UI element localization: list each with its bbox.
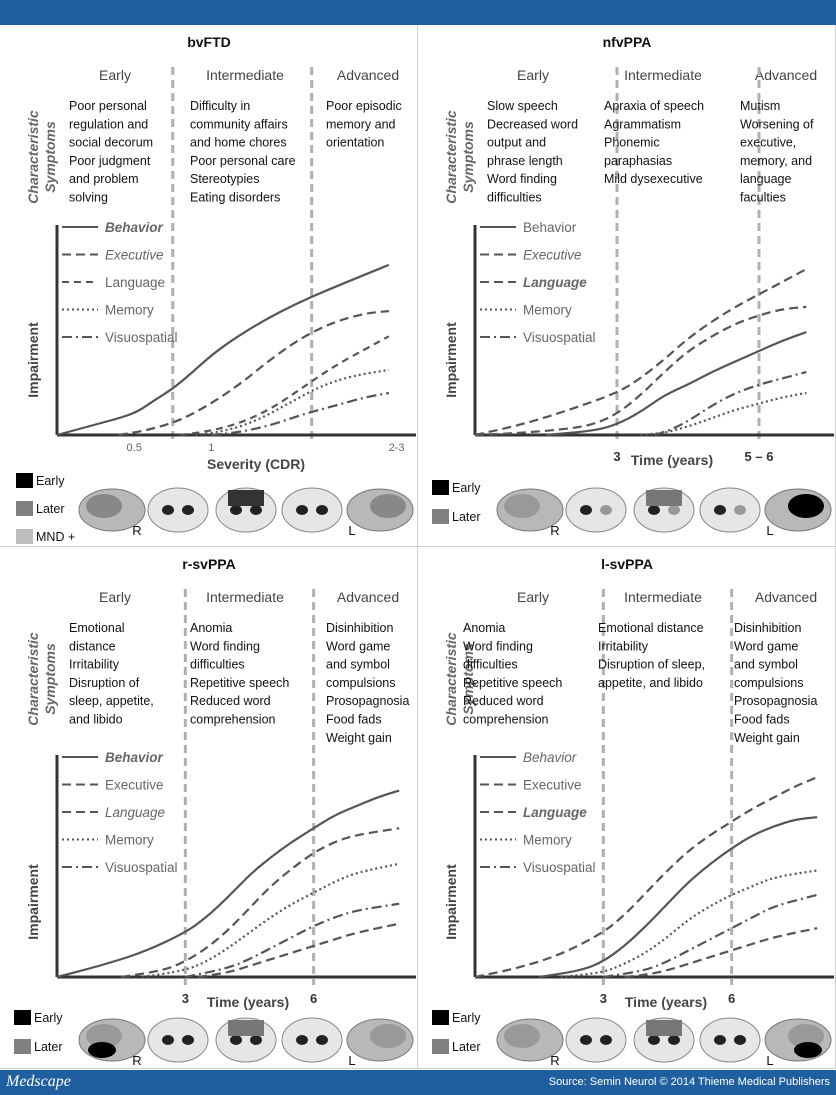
symptom-text: social decorum <box>69 135 154 150</box>
brain-slice-region <box>316 1035 328 1045</box>
panel-title: l-svPPA <box>601 556 653 572</box>
brain-legend-swatch <box>432 509 449 524</box>
symptom-text: paraphasias <box>604 153 673 168</box>
legend-label: Language <box>523 805 587 820</box>
symptom-text: and problem <box>69 172 139 187</box>
brain-slice-region <box>162 1035 174 1045</box>
symptom-text: Disinhibition <box>326 621 394 635</box>
symptom-text: Word finding <box>487 172 557 187</box>
brain-slice <box>282 488 342 532</box>
symptom-text: community affairs <box>190 117 288 132</box>
stage-label: Intermediate <box>206 589 284 605</box>
row-label-line: Symptoms <box>460 121 476 193</box>
brain-slice <box>700 488 760 532</box>
brain-image <box>765 1019 831 1061</box>
symptom-text: Phonemic <box>604 135 660 150</box>
brain-legend-swatch <box>16 529 33 544</box>
hemisphere-right-label: R <box>550 523 560 538</box>
brain-slice <box>148 488 208 532</box>
brain-legend-label: MND + <box>36 530 76 544</box>
symptom-text: Stereotypies <box>190 172 260 187</box>
brain-region <box>504 1024 540 1048</box>
symptom-text: Decreased word <box>487 117 579 132</box>
symptom-text: Eating disorders <box>190 190 281 205</box>
brain-region <box>370 494 406 518</box>
series-line-language <box>121 828 399 977</box>
symptom-text: Repetitive speech <box>463 675 563 690</box>
brain-slice <box>700 1018 760 1062</box>
stage-label: Advanced <box>754 67 818 83</box>
symptom-text: Emotional <box>69 621 125 635</box>
brain-image <box>216 488 276 532</box>
brain-slice-region <box>580 1035 592 1045</box>
brain-image <box>148 1018 208 1062</box>
brain-image <box>765 489 831 531</box>
x-axis-label: Time (years) <box>630 452 714 468</box>
brain-image <box>282 488 342 532</box>
symptom-text: Word game <box>326 639 391 654</box>
brain-image <box>634 488 694 532</box>
symptom-text: Emotional distance <box>598 621 704 635</box>
brain-slice-region <box>250 1035 262 1045</box>
hemisphere-right-label: R <box>132 523 142 538</box>
header-bar <box>0 0 836 25</box>
brain-legend-swatch <box>16 501 33 516</box>
panel-l-svppa <box>418 547 836 1069</box>
symptom-text: sleep, appetite, <box>69 694 154 709</box>
brain-image <box>216 1018 276 1062</box>
brain-slice-region <box>714 505 726 515</box>
brain-slice-region <box>296 1035 308 1045</box>
stage-label: Intermediate <box>624 589 702 605</box>
brain-legend-label: Early <box>452 481 481 495</box>
brain-slice <box>566 488 626 532</box>
legend-label: Executive <box>105 247 164 263</box>
brain-early-region <box>794 1042 822 1058</box>
symptom-text: Weight gain <box>734 730 800 745</box>
brain-region <box>370 1024 406 1048</box>
stage-label: Advanced <box>336 67 400 83</box>
x-tick-label: 6 <box>728 991 736 1006</box>
brain-slice-region <box>316 505 328 515</box>
legend-label: Behavior <box>523 220 577 235</box>
symptom-text: Poor episodic <box>326 99 402 113</box>
footer-bar <box>0 1070 836 1095</box>
x-axis-label: Time (years) <box>206 994 290 1010</box>
x-tick-label: 3 <box>181 991 189 1006</box>
series-line-memory <box>196 370 389 435</box>
symptom-text: difficulties <box>190 657 245 672</box>
series-line-executive <box>198 924 399 977</box>
series-line-visuospatial <box>211 393 389 435</box>
symptom-text: compulsions <box>326 675 396 690</box>
panel-title: r-svPPA <box>182 556 236 572</box>
brain-slice-region <box>230 1035 242 1045</box>
ylabel: Impairment <box>443 864 459 940</box>
symptom-text: Difficulty in <box>190 99 251 113</box>
brain-slice-region <box>250 505 262 515</box>
brain-image <box>282 1018 342 1062</box>
brain-legend-label: Early <box>36 474 65 488</box>
panel-title: nfvPPA <box>602 34 652 50</box>
brain-early-region <box>88 1042 116 1058</box>
hemisphere-right-label: R <box>132 1053 142 1068</box>
series-line-visuospatial <box>655 372 806 435</box>
legend-label: Memory <box>105 302 154 318</box>
brain-region <box>86 494 122 518</box>
brain-slice-cortex <box>228 490 264 506</box>
stage-label: Early <box>99 67 131 83</box>
symptom-text: Disruption of sleep, <box>598 657 706 672</box>
x-tick-label: 0.5 <box>126 442 142 454</box>
symptom-text: executive, <box>740 135 797 150</box>
brain-image <box>347 1019 413 1061</box>
panel-nfvppa <box>418 25 836 547</box>
panel-title: bvFTD <box>187 34 231 50</box>
chart-svg <box>418 547 836 1069</box>
brain-slice-region <box>734 1035 746 1045</box>
x-tick-label: 3 <box>599 991 607 1006</box>
panel-r-svppa <box>0 547 418 1069</box>
legend-label: Visuospatial <box>523 330 596 345</box>
symptom-text: and libido <box>69 712 123 727</box>
symptom-text: Disinhibition <box>734 621 802 635</box>
brain-region <box>504 494 540 518</box>
hemisphere-left-label: L <box>348 523 356 538</box>
symptom-text: regulation and <box>69 117 149 132</box>
x-tick-label: 1 <box>208 442 215 454</box>
brain-legend-swatch <box>432 1010 449 1025</box>
symptom-text: Irritability <box>69 657 120 672</box>
series-line-behavior <box>539 817 817 977</box>
brain-slice <box>566 1018 626 1062</box>
symptom-text: Apraxia of speech <box>604 99 705 113</box>
hemisphere-right-label: R <box>550 1053 560 1068</box>
symptom-text: Worsening of <box>740 117 814 132</box>
chart-svg <box>0 547 418 1069</box>
symptom-text: Mild dysexecutive <box>604 172 703 187</box>
stage-label: Intermediate <box>624 67 702 83</box>
brain-slice-cortex <box>646 1020 682 1036</box>
x-tick-label: 2-3 <box>388 442 405 454</box>
x-tick-label: 3 <box>613 449 621 464</box>
figure <box>0 25 836 1070</box>
row-label-line: Symptoms <box>460 643 476 715</box>
brain-slice-region <box>668 1035 680 1045</box>
chart-svg <box>0 25 418 547</box>
symptom-text: difficulties <box>487 190 542 205</box>
medscape-logo[interactable]: Medscape <box>6 1073 71 1090</box>
symptom-text: compulsions <box>734 675 804 690</box>
brain-legend-swatch <box>432 480 449 495</box>
row-label-line: Characteristic <box>25 110 41 204</box>
legend-label: Memory <box>523 302 572 318</box>
row-label-line: Symptoms <box>42 643 58 715</box>
brain-legend-label: Later <box>452 510 481 524</box>
symptom-text: Word finding <box>190 639 260 654</box>
hemisphere-left-label: L <box>766 1053 774 1068</box>
legend-label: Memory <box>105 832 154 848</box>
symptom-text: phrase length <box>487 153 563 168</box>
symptom-text: Anomia <box>190 621 233 635</box>
x-tick-label: 6 <box>310 991 318 1006</box>
series-line-executive <box>475 307 806 435</box>
brain-image <box>148 488 208 532</box>
series-line-memory <box>561 870 818 977</box>
symptom-text: and symbol <box>326 657 390 672</box>
stage-label: Advanced <box>336 589 400 605</box>
symptoms-row-label <box>25 110 58 204</box>
series-line-behavior <box>57 265 389 435</box>
symptom-text: Reduced word <box>190 694 271 709</box>
symptom-text: Food fads <box>326 712 382 727</box>
stage-label: Intermediate <box>206 67 284 83</box>
stage-label: Advanced <box>754 589 818 605</box>
legend-label: Visuospatial <box>523 860 596 875</box>
panel-bvftd <box>0 25 418 547</box>
brain-legend-label: Later <box>36 502 65 516</box>
symptom-text: Reduced word <box>463 694 544 709</box>
symptom-text: Prosopagnosia <box>734 694 818 709</box>
brain-image <box>700 488 760 532</box>
symptom-text: Food fads <box>734 712 790 727</box>
symptom-text: and home chores <box>190 135 287 150</box>
symptom-text: faculties <box>740 190 786 205</box>
stage-label: Early <box>517 67 549 83</box>
brain-legend-label: Early <box>452 1011 481 1025</box>
legend-label: Language <box>523 275 587 290</box>
series-line-memory <box>641 393 807 435</box>
x-axis-label: Time (years) <box>624 994 708 1010</box>
brain-image <box>347 489 413 531</box>
row-label-line: Symptoms <box>42 121 58 193</box>
legend-label: Executive <box>523 777 582 793</box>
brain-image <box>566 488 626 532</box>
brain-legend-swatch <box>14 1010 31 1025</box>
brain-slice-region <box>230 505 242 515</box>
legend-label: Executive <box>105 777 164 793</box>
ylabel: Impairment <box>25 322 41 398</box>
symptom-text: and symbol <box>734 657 798 672</box>
symptom-text: distance <box>69 639 116 654</box>
symptom-text: solving <box>69 190 108 205</box>
symptom-text: Poor judgment <box>69 153 151 168</box>
hemisphere-left-label: L <box>766 523 774 538</box>
brain-image <box>566 1018 626 1062</box>
symptom-text: Anomia <box>463 621 506 635</box>
brain-legend-swatch <box>14 1039 31 1054</box>
symptoms-row-label <box>25 632 58 726</box>
brain-image <box>634 1018 694 1062</box>
symptom-text: Word finding <box>463 639 533 654</box>
brain-slice-region <box>296 505 308 515</box>
legend-label: Behavior <box>105 750 163 765</box>
series-line-executive <box>625 928 817 977</box>
brain-legend-swatch <box>432 1039 449 1054</box>
symptom-text: comprehension <box>463 712 549 727</box>
brain-slice-cortex <box>646 490 682 506</box>
symptom-text: Weight gain <box>326 730 392 745</box>
brain-slice-region <box>182 1035 194 1045</box>
symptom-text: comprehension <box>190 712 276 727</box>
brain-region <box>788 494 824 518</box>
legend-label: Executive <box>523 247 582 263</box>
symptom-text: output and <box>487 135 547 150</box>
hemisphere-left-label: L <box>348 1053 356 1068</box>
symptom-text: difficulties <box>463 657 518 672</box>
brain-slice-region <box>600 505 612 515</box>
brain-slice-region <box>182 505 194 515</box>
impairment-axis-label <box>443 864 459 940</box>
symptom-text: Slow speech <box>487 99 558 113</box>
legend-label: Visuospatial <box>105 330 178 345</box>
symptoms-row-label <box>443 110 476 204</box>
stage-label: Early <box>99 589 131 605</box>
x-tick-label: 5 – 6 <box>744 449 774 464</box>
stage-label: Early <box>517 589 549 605</box>
symptom-text: Mutism <box>740 99 781 113</box>
symptom-text: memory and <box>326 117 396 132</box>
brain-legend-swatch <box>16 473 33 488</box>
symptom-text: Agrammatism <box>604 117 682 132</box>
brain-slice-region <box>714 1035 726 1045</box>
legend-label: Language <box>105 805 166 820</box>
brain-slice-cortex <box>228 1020 264 1036</box>
legend-label: Behavior <box>523 750 577 765</box>
symptom-text: language <box>740 172 792 187</box>
impairment-axis-label <box>443 322 459 398</box>
legend-label: Memory <box>523 832 572 848</box>
symptom-text: Prosopagnosia <box>326 694 410 709</box>
chart-svg <box>418 25 836 547</box>
brain-legend-label: Early <box>34 1011 63 1025</box>
symptom-text: orientation <box>326 135 385 150</box>
symptom-text: Disruption of <box>69 675 140 690</box>
brain-slice <box>282 1018 342 1062</box>
symptom-text: appetite, and libido <box>598 675 703 690</box>
source-credit: Source: Semin Neurol © 2014 Thieme Medical Publishers <box>548 1076 830 1088</box>
symptom-text: Irritability <box>598 639 649 654</box>
brain-slice-region <box>648 1035 660 1045</box>
brain-slice-region <box>162 505 174 515</box>
ylabel: Impairment <box>25 864 41 940</box>
symptom-text: Word game <box>734 639 799 654</box>
symptom-text: Repetitive speech <box>190 675 290 690</box>
brain-slice-region <box>648 505 660 515</box>
symptom-text: memory, and <box>740 153 813 168</box>
brain-legend-label: Later <box>34 1040 63 1054</box>
brain-slice <box>148 1018 208 1062</box>
ylabel: Impairment <box>443 322 459 398</box>
row-label-line: Characteristic <box>443 110 459 204</box>
symptom-text: Poor personal care <box>190 153 296 168</box>
brain-slice-region <box>600 1035 612 1045</box>
symptom-text: Poor personal <box>69 99 147 113</box>
legend-label: Visuospatial <box>105 860 178 875</box>
impairment-axis-label <box>25 322 41 398</box>
row-label-line: Characteristic <box>25 632 41 726</box>
brain-slice-region <box>580 505 592 515</box>
row-label-line: Characteristic <box>443 632 459 726</box>
legend-label: Behavior <box>105 220 163 235</box>
brain-legend-label: Later <box>452 1040 481 1054</box>
brain-image <box>700 1018 760 1062</box>
impairment-axis-label <box>25 864 41 940</box>
legend-label: Language <box>105 275 166 290</box>
x-axis-label: Severity (CDR) <box>206 456 306 472</box>
brain-slice-region <box>668 505 680 515</box>
brain-slice-region <box>734 505 746 515</box>
